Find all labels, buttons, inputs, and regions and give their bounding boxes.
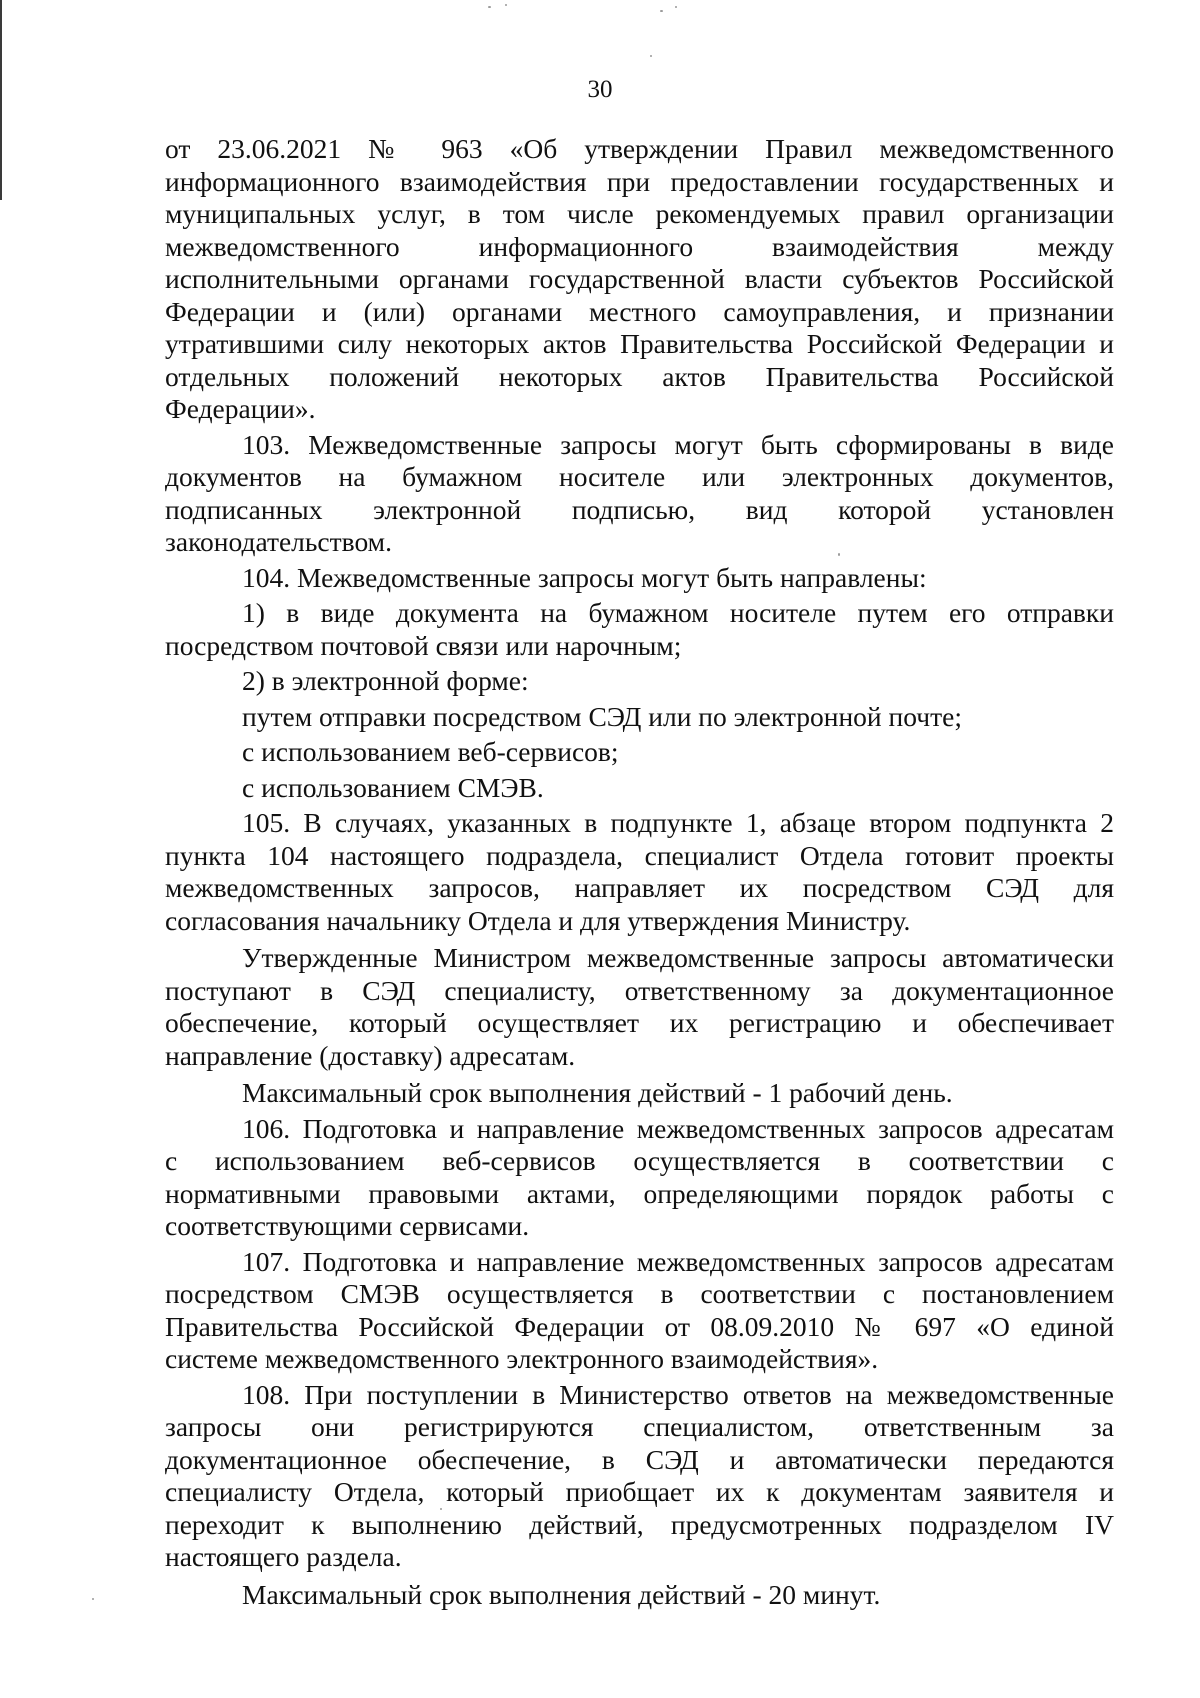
text-line: 106. Подготовка и направление межведомственных запросов адресатам xyxy=(242,1112,1114,1144)
paragraph-108-deadline xyxy=(165,1579,1114,1612)
text-line: направление (доставку) адресатам. xyxy=(165,1039,576,1071)
text-line: межведомственных запросов, направляет их посредством СЭД для xyxy=(165,872,1114,903)
text-line: межведомственного информационного взаимодействия между xyxy=(165,230,1114,262)
text-line: 107. Подготовка и направление межведомственных запросов адресатам xyxy=(242,1245,1114,1277)
text-line: нормативными правовыми актами, определяющими порядок работы с xyxy=(165,1177,1114,1209)
scan-speck xyxy=(505,4,507,6)
text-line: информационного взаимодействия при предоставлении государственных и xyxy=(165,165,1114,197)
text-line: настоящего раздела. xyxy=(165,1541,402,1572)
text-line: Федерации». xyxy=(165,393,316,424)
text-line: исполнительными органами государственной власти субъектов Российской xyxy=(165,263,1114,294)
text-line: Федерации и (или) органами местного самоуправления, и признании xyxy=(165,295,1114,327)
text-line: Правительства Российской Федерации от 08.09.2010 № 697 «О единой xyxy=(165,1310,1114,1342)
text-line: 2) в электронной форме: xyxy=(242,665,529,696)
text-line: посредством почтовой связи или нарочным; xyxy=(165,629,682,661)
page-number: 30 xyxy=(587,76,613,103)
text-line: системе межведомственного электронного взаимодействия». xyxy=(165,1343,879,1374)
paragraph-105-deadline xyxy=(165,1077,1114,1110)
text-line: переходит к выполнению действий, предусмотренных подразделом IV xyxy=(165,1508,1114,1540)
paragraph-107 xyxy=(165,1246,1114,1376)
scan-speck xyxy=(675,6,677,8)
text-line: Максимальный срок выполнения действий - 20 минут. xyxy=(242,1578,881,1610)
text-line: согласования начальнику Отдела и для утверждения Министру. xyxy=(165,904,911,936)
paragraph-104-item-2-a xyxy=(165,701,1114,734)
paragraph-104 xyxy=(165,562,1114,595)
scan-speck xyxy=(92,1598,94,1600)
paragraph-104-item-2-c xyxy=(165,772,1114,805)
text-line: соответствующими сервисами. xyxy=(165,1210,530,1241)
paragraph-104-item-2 xyxy=(165,665,1114,698)
text-line: 105. В случаях, указанных в подпункте 1, абзаце втором подпункта 2 xyxy=(242,807,1114,838)
text-line: Максимальный срок выполнения действий - 1 рабочий день. xyxy=(242,1077,953,1108)
text-line: обеспечение, который осуществляет их регистрацию и обеспечивает xyxy=(165,1007,1114,1038)
text-line: 108. При поступлении в Министерство ответов на межведомственные xyxy=(242,1378,1114,1410)
scan-speck xyxy=(488,6,491,8)
text-line: с использованием веб-сервисов осуществляется в соответствии с xyxy=(165,1145,1114,1176)
text-line: 104. Межведомственные запросы могут быть направлены: xyxy=(242,561,927,593)
paragraph-105-approved xyxy=(165,942,1114,1072)
text-line: законодательством. xyxy=(165,526,392,557)
text-line: подписанных электронной подписью, вид которой установлен xyxy=(165,493,1114,525)
document-body xyxy=(165,133,1114,1611)
text-line: отдельных положений некоторых актов Правительства Российской xyxy=(165,360,1114,392)
text-line: с использованием СМЭВ. xyxy=(242,771,544,803)
text-line: с использованием веб-сервисов; xyxy=(242,736,619,767)
text-line: от 23.06.2021 № 963 «Об утверждении Правил межведомственного xyxy=(165,133,1114,164)
paragraph-104-item-2-b xyxy=(165,736,1114,769)
paragraph-intro-continued xyxy=(165,133,1114,426)
text-line: 103. Межведомственные запросы могут быть сформированы в виде xyxy=(242,428,1114,460)
text-line: документов на бумажном носителе или электронных документов, xyxy=(165,461,1114,492)
paragraph-104-item-1 xyxy=(165,597,1114,662)
text-line: 1) в виде документа на бумажном носителе путем его отправки xyxy=(242,597,1114,628)
paragraph-108 xyxy=(165,1379,1114,1574)
text-line: запросы они регистрируются специалистом, ответственным за xyxy=(165,1411,1114,1442)
text-line: Утвержденные Министром межведомственные запросы автоматически xyxy=(242,942,1114,973)
text-line: поступают в СЭД специалисту, ответственному за документационное xyxy=(165,974,1114,1006)
paragraph-103 xyxy=(165,429,1114,559)
text-line: путем отправки посредством СЭД или по электронной почте; xyxy=(242,700,962,732)
text-line: посредством СМЭВ осуществляется в соответствии с постановлением xyxy=(165,1278,1114,1309)
scan-speck xyxy=(650,55,652,57)
paragraph-106 xyxy=(165,1113,1114,1243)
text-line: муниципальных услуг, в том числе рекомендуемых правил организации xyxy=(165,198,1114,229)
text-line: специалисту Отдела, который приобщает их к документам заявителя и xyxy=(165,1476,1114,1507)
text-line: документационное обеспечение, в СЭД и автоматически передаются xyxy=(165,1443,1114,1475)
paragraph-105 xyxy=(165,807,1114,937)
text-line: утратившими силу некоторых актов Правительства Российской Федерации и xyxy=(165,328,1114,359)
text-line: пункта 104 настоящего подраздела, специалист Отдела готовит проекты xyxy=(165,839,1114,871)
scan-speck xyxy=(660,10,663,12)
